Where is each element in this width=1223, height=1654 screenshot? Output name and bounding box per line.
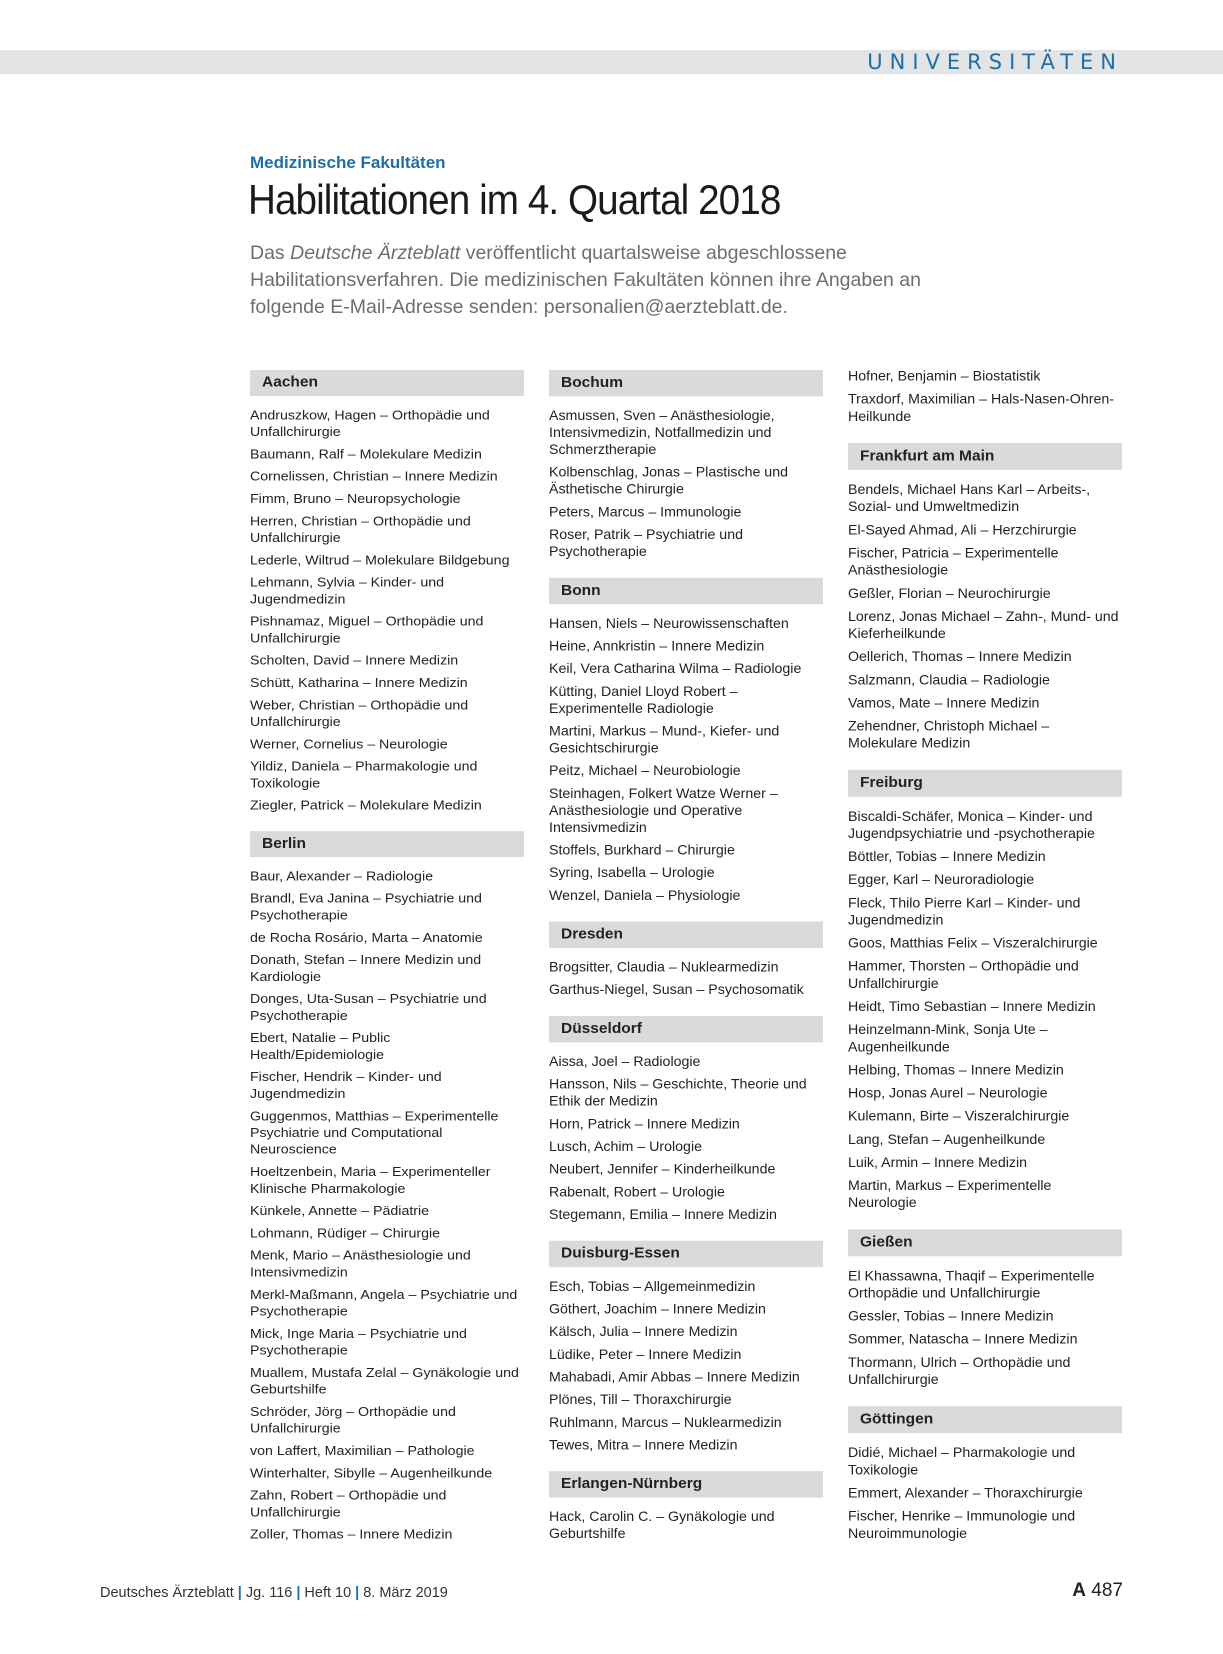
habilitation-entry: Donges, Uta-Susan – Psychiatrie und Psychotherapie: [250, 991, 487, 1024]
habilitation-entry: Lohmann, Rüdiger – Chirurgie: [250, 1226, 441, 1242]
habilitation-entry: Mahabadi, Amir Abbas – Innere Medizin: [549, 1370, 800, 1386]
university-section: [848, 770, 1122, 1212]
university-section: [848, 443, 1122, 753]
university-section: [549, 1016, 823, 1224]
university-section: [549, 578, 823, 905]
habilitation-entry: Mick, Inge Maria – Psychiatrie und Psychotherapie: [250, 1326, 467, 1359]
habilitation-entry: Gessler, Tobias – Innere Medizin: [848, 1309, 1054, 1325]
habilitation-entry: Aissa, Joel – Radiologie: [549, 1054, 701, 1070]
habilitation-entry: Vamos, Mate – Innere Medizin: [848, 695, 1040, 712]
university-heading: Dresden: [549, 922, 823, 948]
page-prefix: A: [1072, 1580, 1087, 1601]
habilitation-entry: Lederle, Wiltrud – Molekulare Bildgebung: [250, 553, 510, 569]
column-3: [848, 368, 1122, 1560]
kicker: Medizinische Fakultäten: [250, 153, 446, 172]
habilitation-entry: Martin, Markus – Experimentelle Neurologie: [848, 1178, 1052, 1212]
footer: [100, 1585, 448, 1601]
university-heading: Freiburg: [848, 770, 1122, 797]
footer-separator: |: [296, 1585, 301, 1601]
habilitation-entry: Kulemann, Birte – Viszeralchirurgie: [848, 1109, 1070, 1125]
habilitation-entry: Lorenz, Jonas Michael – Zahn-, Mund- und Kieferheilkunde: [848, 609, 1119, 642]
habilitation-entry: Egger, Karl – Neuroradiologie: [848, 872, 1035, 889]
habilitation-entry: Kälsch, Julia – Innere Medizin: [549, 1324, 738, 1340]
habilitation-entry: Bendels, Michael Hans Karl – Arbeits-, Sozial- und Umweltmedizin: [848, 482, 1091, 516]
habilitation-entry: Geßler, Florian – Neurochirurgie: [848, 586, 1051, 602]
habilitation-entry: Peters, Marcus – Immunologie: [549, 505, 742, 521]
habilitation-entry: Hoeltzenbein, Maria – Experimenteller Klinische Pharmakologie: [250, 1164, 491, 1197]
university-section: [549, 1241, 823, 1454]
intro-journal-name: Deutsche Ärzteblatt: [290, 242, 461, 264]
habilitation-entry: Lusch, Achim – Urologie: [549, 1139, 702, 1155]
university-heading: Gießen: [848, 1229, 1122, 1256]
habilitation-entry: Andruszkow, Hagen – Orthopädie und Unfallchirurgie: [250, 408, 490, 440]
habilitation-entry: Schütt, Katharina – Innere Medizin: [250, 675, 468, 691]
habilitation-entry: Göthert, Joachim – Innere Medizin: [549, 1302, 766, 1318]
habilitation-entry: Kolbenschlag, Jonas – Plastische und Ästhetische Chirurgie: [549, 465, 788, 498]
habilitation-entry: Heine, Annkristin – Innere Medizin: [549, 639, 765, 655]
footer-issue: Heft 10: [304, 1585, 352, 1601]
habilitation-entry: Fleck, Thilo Pierre Karl – Kinder- und Jugendmedizin: [848, 895, 1081, 929]
habilitation-entry: Stegemann, Emilia – Innere Medizin: [549, 1207, 777, 1223]
habilitation-entry: Biscaldi-Schäfer, Monica – Kinder- und Jugendpsychiatrie und -psychotherapie: [848, 809, 1095, 842]
habilitation-entry: Salzmann, Claudia – Radiologie: [848, 672, 1050, 689]
habilitation-entry: Martini, Markus – Mund-, Kiefer- und Gesichtschirurgie: [549, 724, 780, 757]
habilitation-entry: Hosp, Jonas Aurel – Neurologie: [848, 1086, 1048, 1102]
habilitation-entry: Zoller, Thomas – Innere Medizin: [250, 1527, 453, 1543]
habilitation-entry: Oellerich, Thomas – Innere Medizin: [848, 649, 1072, 666]
habilitation-entry: von Laffert, Maximilian – Pathologie: [250, 1443, 475, 1459]
habilitation-entry: Baur, Alexander – Radiologie: [250, 869, 433, 885]
habilitation-entry: de Rocha Rosário, Marta – Anatomie: [250, 930, 483, 946]
habilitation-entry: Hack, Carolin C. – Gynäkologie und Geburtshilfe: [549, 1509, 775, 1543]
habilitation-entry: Goos, Matthias Felix – Viszeralchirurgie: [848, 936, 1098, 952]
habilitation-entry: Künkele, Annette – Pädiatrie: [250, 1203, 430, 1219]
habilitation-entry: Ziegler, Patrick – Molekulare Medizin: [250, 798, 482, 814]
habilitation-entry: Plönes, Till – Thoraxchirurgie: [549, 1392, 732, 1408]
intro-post: veröffentlicht quartalsweise abgeschlossene Habilitationsverfahren. Die medizinischen Fakultäten können ihre Angaben an folgende E-Mail-Adresse senden: personalien@aerzteblatt.de.: [250, 242, 921, 318]
habilitation-entry: Herren, Christian – Orthopädie und Unfallchirurgie: [250, 514, 471, 546]
habilitation-entry: Esch, Tobias – Allgemeinmedizin: [549, 1279, 756, 1295]
habilitation-entry: Syring, Isabella – Urologie: [549, 865, 715, 881]
habilitation-entry: Menk, Mario – Anästhesiologie und Intensivmedizin: [250, 1248, 471, 1281]
footer-separator: |: [237, 1585, 242, 1601]
habilitation-entry: Garthus-Niegel, Susan – Psychosomatik: [549, 982, 804, 999]
habilitation-entry: Emmert, Alexander – Thoraxchirurgie: [848, 1485, 1083, 1502]
habilitation-entry: Ebert, Natalie – Public Health/Epidemiologie: [250, 1031, 391, 1063]
university-heading: Bochum: [549, 370, 823, 396]
habilitation-entry: Weber, Christian – Orthopädie und Unfallchirurgie: [250, 698, 469, 730]
university-heading: Bonn: [549, 578, 823, 604]
university-section: [848, 1229, 1122, 1389]
university-heading: Göttingen: [848, 1406, 1122, 1433]
university-heading: Duisburg-Essen: [549, 1241, 823, 1267]
habilitation-entry: Winterhalter, Sibylle – Augenheilkunde: [250, 1466, 493, 1481]
habilitation-entry: Zehendner, Christoph Michael – Molekulare Medizin: [848, 718, 1050, 752]
habilitation-entry: Werner, Cornelius – Neurologie: [250, 737, 448, 753]
page-number-value: 487: [1091, 1580, 1123, 1601]
footer-date: 8. März 2019: [363, 1585, 448, 1601]
intro-paragraph: [250, 240, 970, 321]
habilitation-entry: Steinhagen, Folkert Watze Werner – Anästhesiologie und Operative Intensivmedizin: [549, 786, 778, 836]
habilitation-entry: Fimm, Bruno – Neuropsychologie: [250, 491, 461, 507]
university-section: [250, 831, 524, 1543]
column-1: [250, 370, 524, 1560]
habilitation-entry: Scholten, David – Innere Medizin: [250, 653, 459, 669]
habilitation-entry: Hansen, Niels – Neurowissenschaften: [549, 616, 789, 632]
university-heading: Frankfurt am Main: [848, 443, 1122, 470]
habilitation-entry: Merkl-Maßmann, Angela – Psychiatrie und Psychotherapie: [250, 1287, 518, 1320]
university-section: [848, 1406, 1122, 1543]
intro-pre: Das: [250, 242, 291, 264]
habilitation-entry: Hammer, Thorsten – Orthopädie und Unfallchirurgie: [848, 959, 1079, 992]
page-title: Habilitationen im 4. Quartal 2018: [248, 176, 781, 223]
habilitation-entry: Cornelissen, Christian – Innere Medizin: [250, 469, 498, 485]
university-section: [549, 1471, 823, 1543]
habilitation-entry: Donath, Stefan – Innere Medizin und Kardiologie: [250, 952, 482, 985]
university-heading: Berlin: [250, 831, 524, 857]
habilitation-entry: Zahn, Robert – Orthopädie und Unfallchirurgie: [250, 1488, 447, 1521]
university-section: [549, 370, 823, 561]
university-heading: Erlangen-Nürnberg: [549, 1471, 823, 1497]
habilitation-entry: Traxdorf, Maximilian – Hals-Nasen-Ohren-Heilkunde: [848, 392, 1114, 425]
footer-volume: Jg. 116: [245, 1585, 293, 1601]
habilitation-entry: Keil, Vera Catharina Wilma – Radiologie: [549, 661, 802, 677]
habilitation-entry: Rabenalt, Robert – Urologie: [549, 1185, 725, 1201]
page-number: [1072, 1580, 1123, 1602]
habilitation-entry: Böttler, Tobias – Innere Medizin: [848, 849, 1046, 865]
habilitation-entry: Schröder, Jörg – Orthopädie und Unfallchirurgie: [250, 1404, 456, 1437]
habilitation-entry: Brandl, Eva Janina – Psychiatrie und Psychotherapie: [250, 891, 482, 924]
habilitation-entry: El-Sayed Ahmad, Ali – Herzchirurgie: [848, 522, 1077, 539]
section-label: UNIVERSITÄTEN: [867, 50, 1123, 74]
habilitation-entry: Fischer, Hendrik – Kinder- und Jugendmedizin: [250, 1070, 442, 1102]
university-heading: Aachen: [250, 370, 524, 396]
habilitation-entry: Lang, Stefan – Augenheilkunde: [848, 1132, 1046, 1148]
habilitation-entry: Kütting, Daniel Lloyd Robert – Experimentelle Radiologie: [549, 684, 738, 717]
habilitation-entry: El Khassawna, Thaqif – Experimentelle Orthopädie und Unfallchirurgie: [848, 1268, 1095, 1302]
habilitation-entry: Heinzelmann-Mink, Sonja Ute – Augenheilkunde: [848, 1022, 1048, 1056]
habilitation-entry: Muallem, Mustafa Zelal – Gynäkologie und Geburtshilfe: [250, 1365, 519, 1398]
footer-journal: Deutsches Ärzteblatt: [100, 1585, 234, 1601]
habilitation-entry: Didié, Michael – Pharmakologie und Toxikologie: [848, 1445, 1076, 1479]
habilitation-entry: Lüdike, Peter – Innere Medizin: [549, 1347, 742, 1363]
footer-separator: |: [355, 1585, 360, 1601]
habilitation-entry: Fischer, Patricia – Experimentelle Anästhesiologie: [848, 545, 1059, 579]
habilitation-entry: Hansson, Nils – Geschichte, Theorie und Ethik der Medizin: [549, 1077, 807, 1110]
habilitation-entry: Horn, Patrick – Innere Medizin: [549, 1117, 740, 1133]
habilitation-entry: Fischer, Henrike – Immunologie und Neuroimmunologie: [848, 1509, 1076, 1542]
university-section: [250, 370, 524, 814]
habilitation-entry: Roser, Patrik – Psychiatrie und Psychotherapie: [549, 527, 743, 560]
habilitation-entry: Thormann, Ulrich – Orthopädie und Unfallchirurgie: [848, 1355, 1071, 1388]
habilitation-entry: Helbing, Thomas – Innere Medizin: [848, 1063, 1064, 1079]
habilitation-entry: Wenzel, Daniela – Physiologie: [549, 888, 741, 904]
habilitation-entry: Heidt, Timo Sebastian – Innere Medizin: [848, 999, 1096, 1015]
habilitation-entry: Hofner, Benjamin – Biostatistik: [848, 368, 1041, 385]
habilitation-entry: Neubert, Jennifer – Kinderheilkunde: [549, 1162, 776, 1178]
habilitation-entry: Brogsitter, Claudia – Nuklearmedizin: [549, 960, 779, 976]
habilitation-entry: Luik, Armin – Innere Medizin: [848, 1155, 1028, 1171]
habilitation-entry: Peitz, Michael – Neurobiologie: [549, 763, 741, 779]
habilitation-entry: Guggenmos, Matthias – Experimentelle Psychiatrie und Computational Neuroscience: [250, 1109, 499, 1158]
university-section: [848, 368, 1122, 426]
habilitation-entry: Asmussen, Sven – Anästhesiologie, Intensivmedizin, Notfallmedizin und Schmerztherapie: [549, 408, 775, 458]
habilitation-entry: Sommer, Natascha – Innere Medizin: [848, 1332, 1078, 1348]
university-heading: Düsseldorf: [549, 1016, 823, 1042]
habilitation-entry: Stoffels, Burkhard – Chirurgie: [549, 843, 735, 859]
habilitation-entry: Baumann, Ralf – Molekulare Medizin: [250, 447, 482, 463]
column-2: [549, 370, 823, 1560]
habilitation-entry: Ruhlmann, Marcus – Nuklearmedizin: [549, 1415, 782, 1431]
habilitation-entry: Tewes, Mitra – Innere Medizin: [549, 1438, 738, 1454]
habilitation-entry: Yildiz, Daniela – Pharmakologie und Toxikologie: [250, 759, 478, 792]
habilitation-entry: Lehmann, Sylvia – Kinder- und Jugendmedizin: [250, 575, 445, 608]
university-section: [549, 922, 823, 999]
habilitation-entry: Pishnamaz, Miguel – Orthopädie und Unfallchirurgie: [250, 614, 484, 647]
